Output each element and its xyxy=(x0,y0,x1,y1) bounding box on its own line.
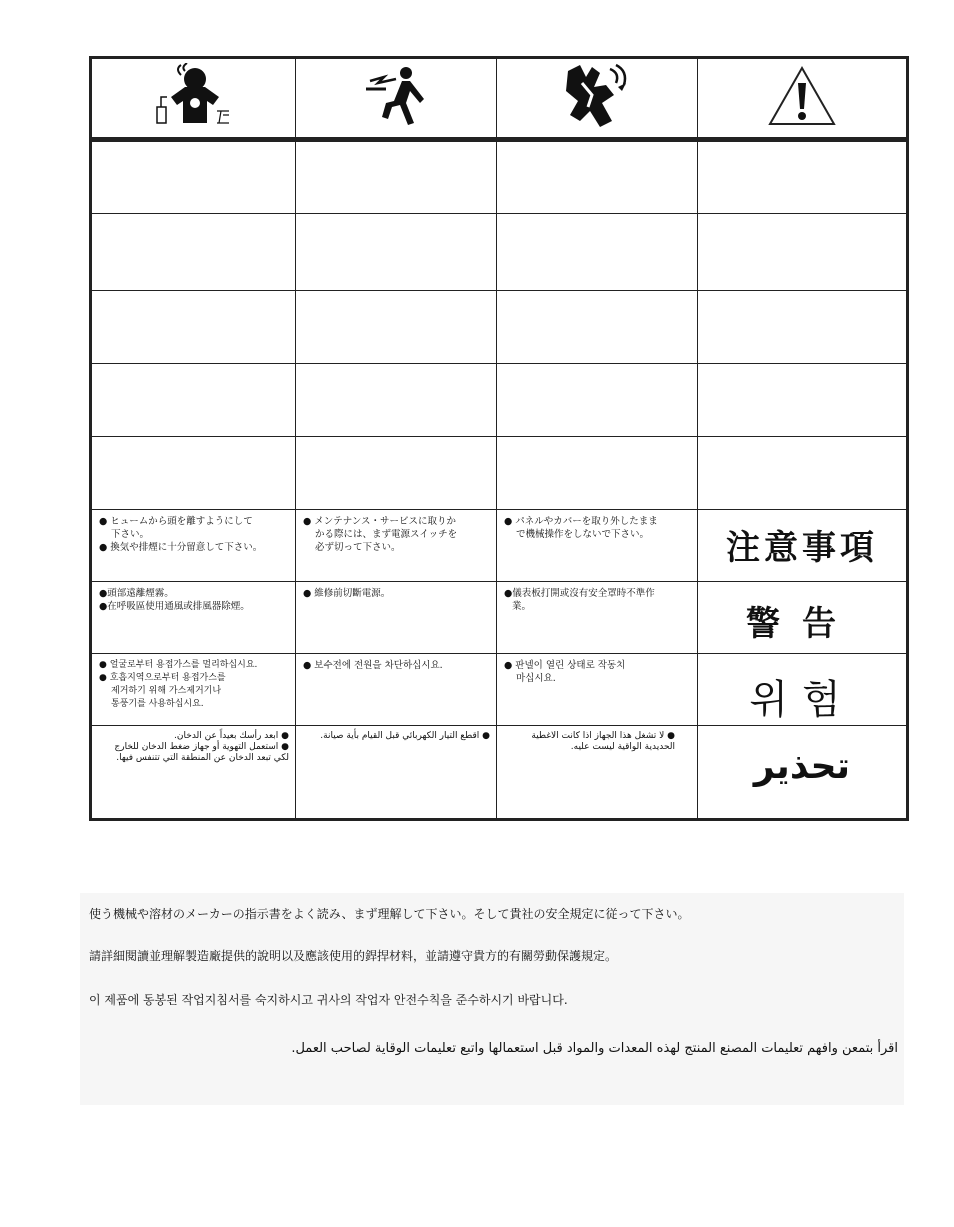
fumes-cell xyxy=(91,58,296,140)
text-line: 제거하기 위해 가스제거기나 xyxy=(111,686,222,696)
korean-fumes-text xyxy=(92,654,295,711)
moving-parts-cell xyxy=(497,58,698,140)
text-line: ● 보수전에 전원을 차단하십시요. xyxy=(303,660,443,671)
text-line: ● 維修前切斷電源。 xyxy=(303,588,391,599)
korean-shock-text xyxy=(296,654,496,672)
fumes-icon xyxy=(151,63,237,129)
electric-shock-cell xyxy=(296,58,497,140)
text-line: ● اقطع التيار الكهربائي قبل القيام بأية صيانة. xyxy=(320,731,490,741)
korean-row xyxy=(91,654,908,726)
text-line: 必ず切って下さい。 xyxy=(315,542,401,553)
arabic-row xyxy=(91,726,908,820)
text-line: ● 판넬이 열린 상태로 작동치 xyxy=(504,660,626,671)
text-line: الحديدية الواقية ليست عليه. xyxy=(570,742,675,752)
text-line: لكي تبعد الدخان عن المنطقة التي تتنفس فيها. xyxy=(116,753,289,763)
text-line: ● メンテナンス・サービスに取りか xyxy=(303,516,457,527)
warning-triangle-icon xyxy=(767,65,837,127)
korean-instruction: 이 제품에 동봉된 작업지침서를 숙지하시고 귀사의 작업자 안전수칙을 준수하시기 바랍니다. xyxy=(89,993,568,1007)
korean-heading: 위험 xyxy=(749,677,855,723)
text-line: 業。 xyxy=(512,601,532,612)
safety-warning-table xyxy=(89,56,909,821)
japanese-panel-text xyxy=(497,510,697,541)
korean-panel-text xyxy=(497,654,697,685)
warning-cell xyxy=(698,58,908,140)
text-line: ● 호흡지역으로부터 용접가스를 xyxy=(99,673,226,683)
arabic-fumes-text xyxy=(92,726,295,764)
chinese-heading: 警告 xyxy=(746,604,858,644)
japanese-row xyxy=(91,510,908,582)
blank-row xyxy=(91,364,908,437)
arabic-instruction: اقرأ بتمعن وافهم تعليمات المصنع المنتج لهذه المعدات والمواد قبل استعمالها واتبع تعليمات الوقاية لصاحب العمل. xyxy=(291,1041,898,1056)
arabic-panel-text xyxy=(497,726,697,753)
blank-row xyxy=(91,437,908,510)
text-line: ●頭部遠離煙霧。 xyxy=(99,588,174,599)
chinese-shock-text xyxy=(296,582,496,600)
text-line: 下さい。 xyxy=(111,529,150,540)
moving-parts-icon xyxy=(562,61,632,131)
blank-row xyxy=(91,140,908,214)
text-line: ● 換気や排煙に十分留意して下さい。 xyxy=(99,542,263,553)
chinese-instruction: 請詳細閱讀並理解製造廠提供的說明以及應該使用的銲捍材料，並請遵守貴方的有關勞動保護規定。 xyxy=(89,949,618,963)
arabic-shock-text xyxy=(296,726,496,742)
text-line: ● ヒュームから頭を離すようにして xyxy=(99,516,253,527)
chinese-panel-text xyxy=(497,582,697,613)
arabic-heading: تحذير xyxy=(753,746,851,787)
blank-row xyxy=(91,214,908,291)
text-line: ● ابعد رأسك بعيداً عن الدخان. xyxy=(174,731,289,741)
text-line: ● パネルやカバーを取り外したまま xyxy=(504,516,658,527)
japanese-instruction: 使う機械や溶材のメーカーの指示書をよく読み、まず理解して下さい。そして貴社の安全規定に従って下さい。 xyxy=(89,907,690,921)
japanese-heading: 注意事項 xyxy=(726,528,878,568)
pictogram-row xyxy=(91,58,908,140)
chinese-row xyxy=(91,582,908,654)
text-line: ●在呼吸區使用通風或排風器除煙。 xyxy=(99,601,250,612)
text-line: ● لا تشغل هذا الجهاز اذا كانت الاغطية xyxy=(531,731,675,741)
text-line: ● 얼굴로부터 용접가스를 멀리하십시요. xyxy=(99,660,258,670)
instructions-footer xyxy=(80,893,904,1105)
text-line: ● استعمل التهوية أو جهاز ضغط الدخان للخارج xyxy=(114,742,289,752)
blank-row xyxy=(91,291,908,364)
text-line: 통풍기를 사용하십시요. xyxy=(111,699,204,709)
chinese-fumes-text xyxy=(92,582,295,613)
text-line: 마십시요. xyxy=(516,673,556,684)
electric-shock-icon xyxy=(356,63,436,129)
text-line: かる際には、まず電源スイッチを xyxy=(315,529,458,540)
text-line: で機械操作をしないで下さい。 xyxy=(516,529,650,540)
text-line: ●儀表板打開或沒有安全罩時不準作 xyxy=(504,588,655,599)
japanese-fumes-text xyxy=(92,510,295,554)
japanese-shock-text xyxy=(296,510,496,554)
